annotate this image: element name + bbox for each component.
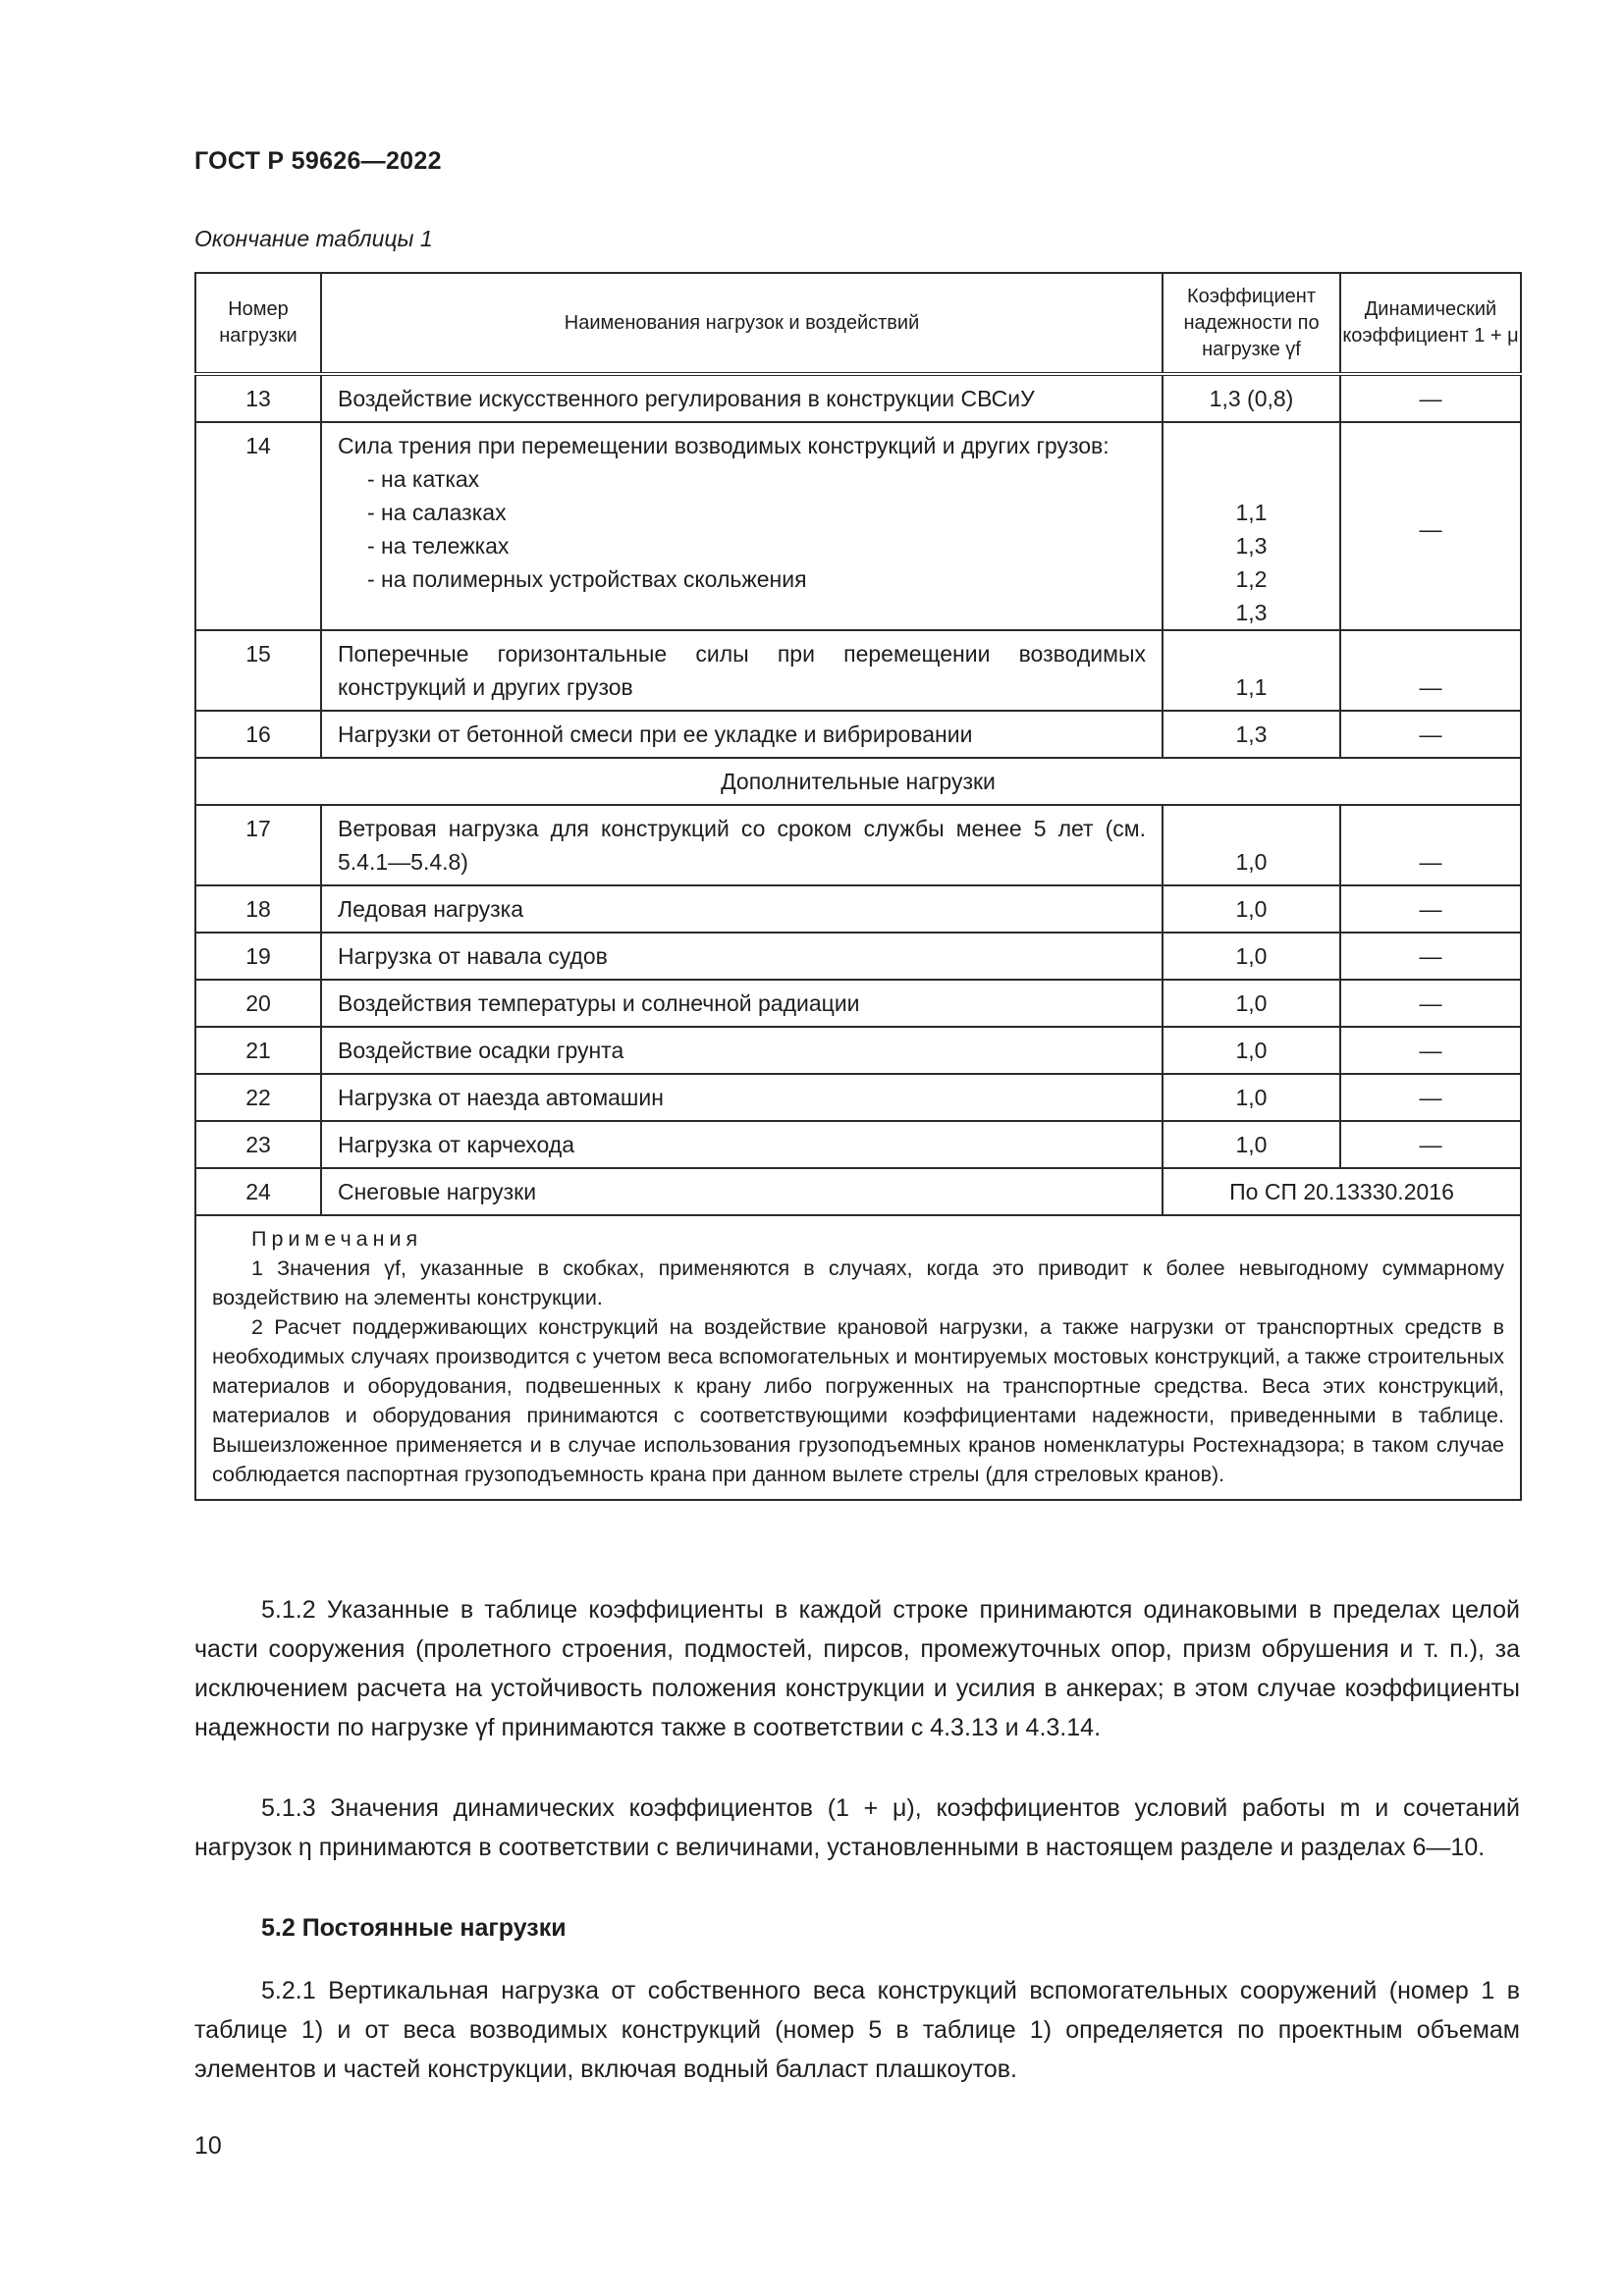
section-additional-loads: Дополнительные нагрузки xyxy=(195,758,1521,805)
row-dyn: — xyxy=(1340,1074,1521,1121)
paragraph-5-2-1: 5.2.1 Вертикальная нагрузка от собственного веса конструкций вспомогательных сооружений (номер 1 в таблице 1) и от веса возводимых конструкций (номер 5 в таблице 1) определяется по проектным объемам элементов и частей конструкции, включая водный балласт плашкоутов. xyxy=(194,1977,1520,2083)
row-coef xyxy=(1163,422,1340,630)
row-coef: 1,0 xyxy=(1163,980,1340,1027)
table-row xyxy=(195,1027,1521,1074)
row-coef: 1,0 xyxy=(1163,1121,1340,1168)
row-coef: 1,0 xyxy=(1163,805,1340,885)
row-coef: 1,0 xyxy=(1163,933,1340,980)
page-number: 10 xyxy=(194,2132,222,2160)
row-dyn: — xyxy=(1340,711,1521,758)
row-name: Воздействие искусственного регулирования в конструкции СВСиУ xyxy=(321,374,1163,422)
row-name: Воздействие осадки грунта xyxy=(321,1027,1163,1074)
row-coef: 1,1 xyxy=(1163,630,1340,711)
row-num: 17 xyxy=(195,805,321,885)
note-1: 1 Значения γf, указанные в скобках, применяются в случаях, когда это приводит к более невыгодному суммарному воздействию на элементы конструкции. xyxy=(212,1256,1504,1309)
sub-coef: 1,1 xyxy=(1235,500,1268,525)
header-dyn: Динамический коэффициент 1 + μ xyxy=(1340,273,1521,374)
table-header-row xyxy=(195,273,1521,374)
row-num: 21 xyxy=(195,1027,321,1074)
row-dyn: — xyxy=(1340,1027,1521,1074)
table-row xyxy=(195,885,1521,933)
row-name xyxy=(321,422,1163,630)
row-name-text: Сила трения при перемещении возводимых конструкций и других грузов: xyxy=(338,433,1110,458)
row-coef: 1,3 (0,8) xyxy=(1163,374,1340,422)
row-dyn: — xyxy=(1340,980,1521,1027)
table-row xyxy=(195,711,1521,758)
sub-item: - на салазках xyxy=(367,500,507,525)
row-num: 24 xyxy=(195,1168,321,1215)
notes-title: Примечания xyxy=(251,1227,423,1251)
row-num: 16 xyxy=(195,711,321,758)
row-num: 19 xyxy=(195,933,321,980)
table-row xyxy=(195,980,1521,1027)
row-num: 18 xyxy=(195,885,321,933)
row-num: 23 xyxy=(195,1121,321,1168)
section-row xyxy=(195,758,1521,805)
document-header: ГОСТ Р 59626—2022 xyxy=(194,147,442,175)
row-dyn: — xyxy=(1340,422,1521,630)
table-row xyxy=(195,805,1521,885)
row-num: 20 xyxy=(195,980,321,1027)
row-name: Нагрузка от наезда автомашин xyxy=(321,1074,1163,1121)
row-merged-value: По СП 20.13330.2016 xyxy=(1163,1168,1521,1215)
table-row xyxy=(195,1168,1521,1215)
loads-table xyxy=(194,272,1522,1501)
row-dyn: — xyxy=(1340,885,1521,933)
row-name: Ледовая нагрузка xyxy=(321,885,1163,933)
table-row xyxy=(195,422,1521,630)
row-name: Нагрузки от бетонной смеси при ее укладке и вибрировании xyxy=(321,711,1163,758)
row-name: Поперечные горизонтальные силы при перемещении возводимых конструкций и других грузов xyxy=(321,630,1163,711)
notes-row xyxy=(195,1215,1521,1500)
header-num: Номер нагрузки xyxy=(195,273,321,374)
table-row xyxy=(195,374,1521,422)
row-num: 15 xyxy=(195,630,321,711)
row-dyn: — xyxy=(1340,374,1521,422)
sub-coef: 1,3 xyxy=(1235,533,1268,559)
table-row xyxy=(195,1121,1521,1168)
table-row xyxy=(195,1074,1521,1121)
row-dyn: — xyxy=(1340,933,1521,980)
table-row xyxy=(195,933,1521,980)
table-row xyxy=(195,630,1521,711)
header-coef: Коэффициент надежности по нагрузке γf xyxy=(1163,273,1340,374)
sub-coef: 1,3 xyxy=(1235,600,1268,625)
row-dyn: — xyxy=(1340,630,1521,711)
sub-item: - на полимерных устройствах скольжения xyxy=(367,566,807,592)
sub-item: - на тележках xyxy=(367,533,510,559)
row-name: Снеговые нагрузки xyxy=(321,1168,1163,1215)
row-num: 14 xyxy=(195,422,321,630)
row-coef: 1,0 xyxy=(1163,1074,1340,1121)
row-dyn: — xyxy=(1340,805,1521,885)
row-coef: 1,0 xyxy=(1163,885,1340,933)
section-title-5-2: 5.2 Постоянные нагрузки xyxy=(261,1914,567,1942)
paragraph-5-1-3: 5.1.3 Значения динамических коэффициентов (1 + μ), коэффициентов условий работы m и сочетаний нагрузок η принимаются в соответствии с величинами, установленными в настоящем разделе и разделах 6—10. xyxy=(194,1794,1520,1861)
row-num: 13 xyxy=(195,374,321,422)
header-name: Наименования нагрузок и воздействий xyxy=(321,273,1163,374)
row-name: Нагрузка от карчехода xyxy=(321,1121,1163,1168)
row-coef: 1,3 xyxy=(1163,711,1340,758)
table-notes xyxy=(195,1215,1521,1500)
sub-item: - на катках xyxy=(367,466,480,492)
row-coef: 1,0 xyxy=(1163,1027,1340,1074)
paragraph-5-1-2: 5.1.2 Указанные в таблице коэффициенты в каждой строке принимаются одинаковыми в пределах целой части сооружения (пролетного строения, подмостей, пирсов, промежуточных опор, призм обрушения и т. п.), за исключением расчета на устойчивость положения конструкции и усилия в анкерах; в этом случае коэффициенты надежности по нагрузке γf принимаются также в соответствии с 4.3.13 и 4.3.14. xyxy=(194,1596,1520,1741)
note-2: 2 Расчет поддерживающих конструкций на воздействие крановой нагрузки, а также нагрузки от транспортных средств в необходимых случаях производится с учетом веса вспомогательных и монтируемых мостовых конструкций, а также строительных материалов и оборудования, подвешенных к крану либо погруженных на транспортные средства. Веса этих конструкций, материалов и оборудования принимаются с соответствующими коэффициентами надежности, приведенными в таблице. Вышеизложенное применяется и в случае использования грузоподъемных кранов номенклатуры Ростехнадзора; в таком случае соблюдается паспортная грузоподъемность крана при данном вылете стрелы (для стреловых кранов). xyxy=(212,1315,1504,1486)
table-caption: Окончание таблицы 1 xyxy=(194,226,433,251)
row-name: Воздействия температуры и солнечной радиации xyxy=(321,980,1163,1027)
row-name: Ветровая нагрузка для конструкций со сроком службы менее 5 лет (см. 5.4.1—5.4.8) xyxy=(321,805,1163,885)
row-dyn: — xyxy=(1340,1121,1521,1168)
sub-coef: 1,2 xyxy=(1235,566,1268,592)
row-name: Нагрузка от навала судов xyxy=(321,933,1163,980)
row-num: 22 xyxy=(195,1074,321,1121)
